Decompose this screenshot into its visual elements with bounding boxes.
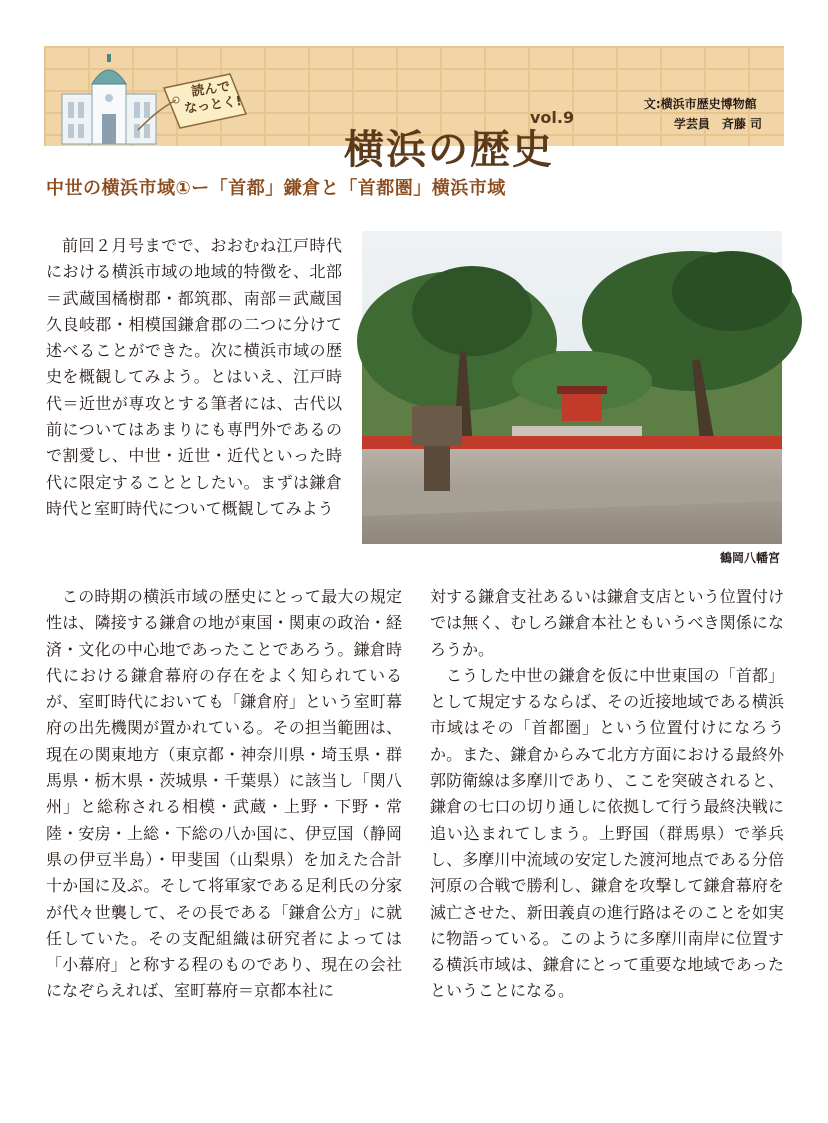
intro-paragraph: 前回２月号までで、おおむね江戸時代における横浜市域の地域的特徴を、北部＝武蔵国橘樹郡・都筑郡、南部＝武蔵国久良岐郡・相模国鎌倉郡の二つに分けて述べることができた。次に横浜市域の歴史を概観してみよう。とはいえ、江戸時代＝近世が専攻とする筆者には、古代以前についてはあまりにも専門外であるので割愛し、中世・近世・近代といった時代に限定することとしたい。まずは鎌倉時代と室町時代について概観してみよう	[46, 236, 342, 518]
left-column-text: この時期の横浜市域の歴史にとって最大の規定性は、隣接する鎌倉の地が東国・関東の政治・経済・文化の中心地であったことであろう。鎌倉時代における鎌倉幕府の存在をよく知られているが、室町時代においても「鎌倉府」という室町幕府の出先機関が置かれている。その担当範囲は、現在の関東地方（東京都・神奈川県・埼玉県・群馬県・栃木県・茨城県・千葉県）に該当し「関八州」と総称される相模・武蔵・上野・下野・常陸・安房・上総・下総の八か国に、伊豆国（静岡県の伊豆半島）・甲斐国（山梨県）を加えた合計十か国に及ぶ。そして将軍家である足利氏の分家が代々世襲して、その長である「鎌倉公方」に就任していた。その支配組織は研究者によっては「小幕府」と称する程のものであり、現在の会社になぞらえれば、室町幕府＝京都本社に	[46, 587, 402, 1001]
volume-label: vol.9	[530, 108, 575, 127]
museum-building-illustration	[54, 54, 164, 144]
tag-label: 読んで なっとく!	[183, 79, 243, 117]
series-title: 横浜の歴史	[344, 126, 554, 173]
right-column-text: 対する鎌倉支社あるいは鎌倉支店という位置付けでは無く、むしろ鎌倉本社ともいうべき関係になろうか。 こうした中世の鎌倉を仮に中世東国の「首都」として規定するならば、その近接地域である横浜市域はその「首都圏」という位置付けになろうか。また、鎌倉からみて北方方面における最終外郭防衛線は多摩川であり、ここを突破されると、鎌倉の七口の切り通しに依拠して行う最終決戦に追い込まれてしまう。上野国（群馬県）で挙兵し、多摩川中流域の安定した渡河地点である分倍河原の合戦で勝利し、鎌倉を攻撃して鎌倉幕府を滅亡させた、新田義貞の進行路はそのことを如実に物語っている。このように多摩川南岸に位置する横浜市域は、鎌倉にとって重要な地域であったということになる。	[430, 587, 784, 1001]
tsurugaoka-hachimangu-photo	[362, 231, 782, 544]
photo-caption: 鶴岡八幡宮	[719, 551, 780, 565]
article-title: 中世の横浜市域①ー「首都」鎌倉と「首都圏」横浜市域	[46, 178, 506, 199]
author-credit: 文:横浜市歴史博物館 学芸員 斉藤 司	[643, 97, 762, 131]
